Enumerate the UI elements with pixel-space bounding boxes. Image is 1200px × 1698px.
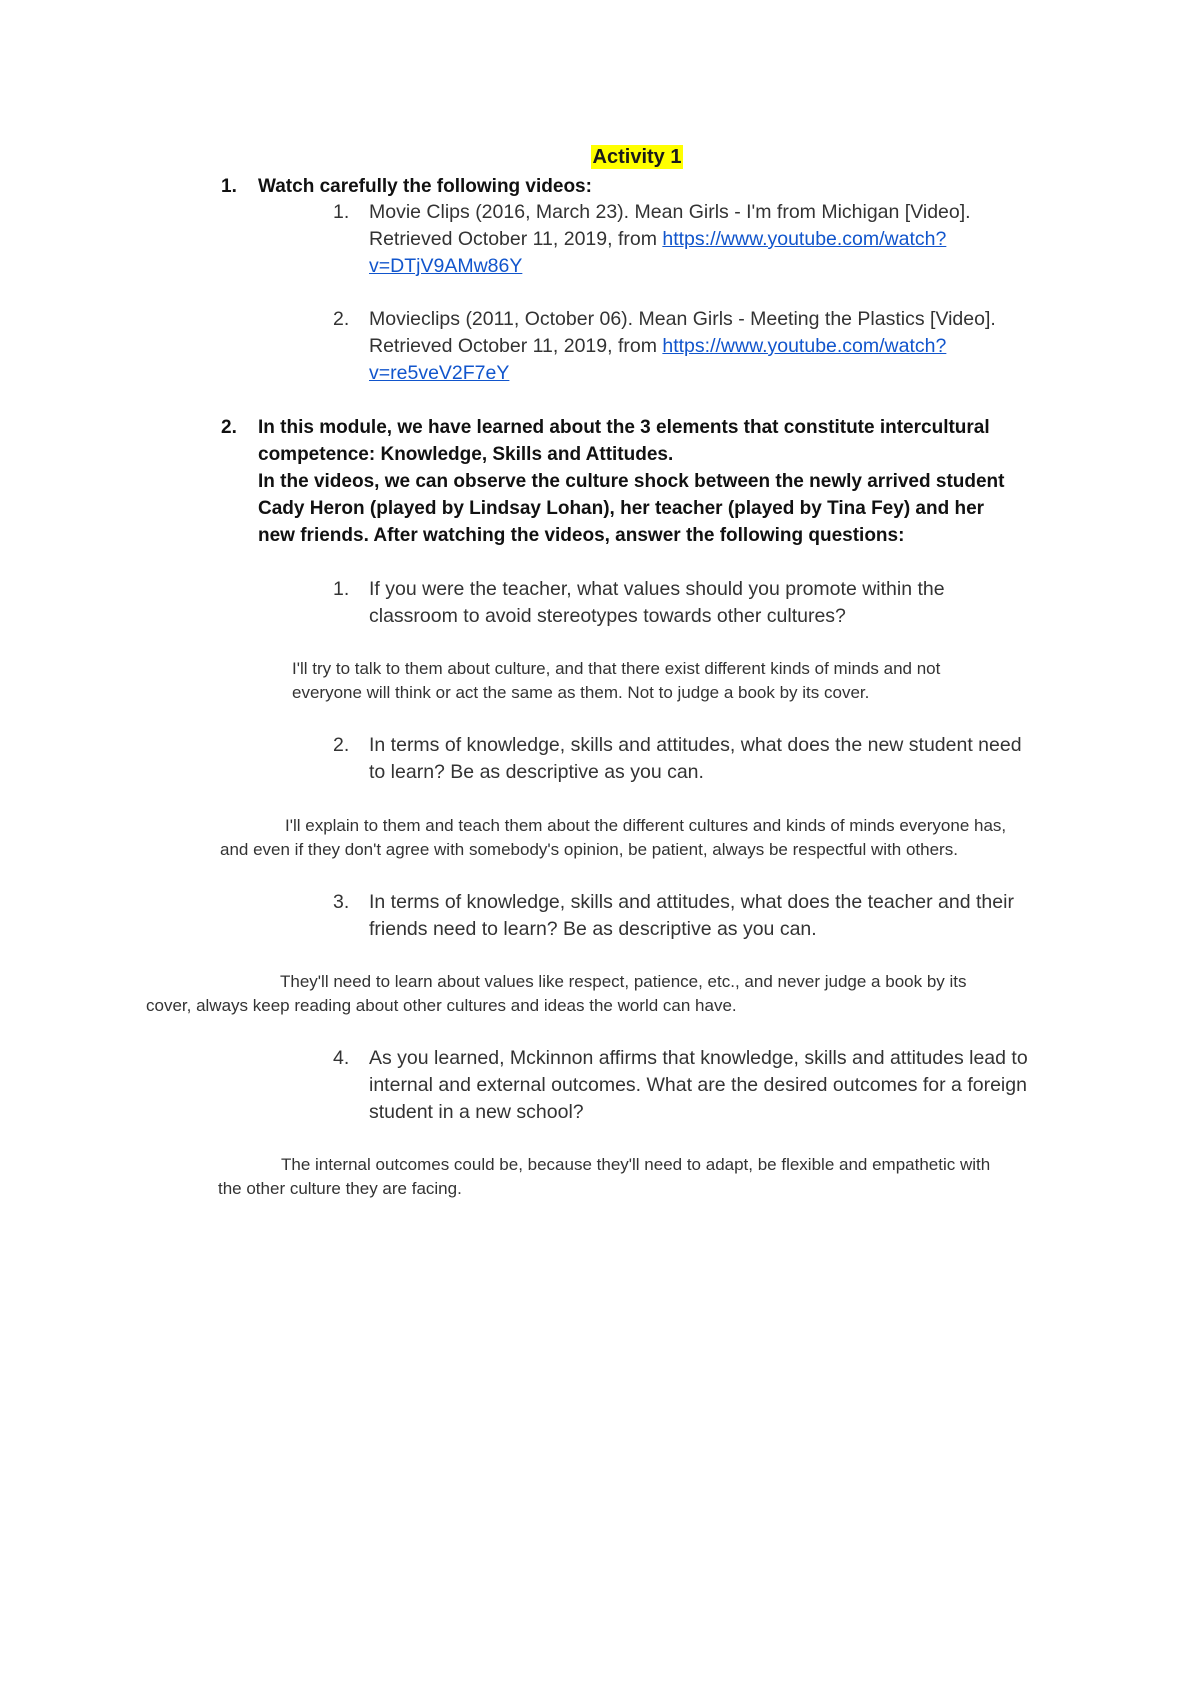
answer2-line1: I'll explain to them and teach them about the different cultures and kinds of minds everyone has, xyxy=(285,816,1007,835)
question4-number: 4. xyxy=(333,1047,350,1069)
answer2-line2: and even if they don't agree with somebody's opinion, be patient, always be respectful with others. xyxy=(220,840,958,859)
question2-line2: to learn? Be as descriptive as you can. xyxy=(369,761,704,783)
question3-line1: In terms of knowledge, skills and attitudes, what does the teacher and their xyxy=(369,891,1014,913)
ref1-line1: Movie Clips (2016, March 23). Mean Girls - I'm from Michigan [Video]. xyxy=(369,201,971,223)
ref1-retrieved: Retrieved October 11, 2019, from xyxy=(369,228,663,250)
answer4-line2: the other culture they are facing. xyxy=(218,1179,462,1198)
ref1-line2 xyxy=(369,226,946,253)
answer4-line1: The internal outcomes could be, because they'll need to adapt, be flexible and empathetic with xyxy=(281,1155,991,1174)
ref2-retrieved: Retrieved October 11, 2019, from xyxy=(369,335,663,357)
ref2-line3 xyxy=(369,360,509,387)
question4-line2: internal and external outcomes. What are the desired outcomes for a foreign xyxy=(369,1074,1027,1096)
section2-line3: In the videos, we can observe the culture shock between the newly arrived student xyxy=(258,471,1005,492)
question3-number: 3. xyxy=(333,891,350,913)
answer3-line2: cover, always keep reading about other cultures and ideas the world can have. xyxy=(146,996,737,1015)
section2-line2: competence: Knowledge, Skills and Attitudes. xyxy=(258,444,674,465)
question1-line1: If you were the teacher, what values should you promote within the xyxy=(369,578,945,600)
answer3-line1: They'll need to learn about values like respect, patience, etc., and never judge a book by its xyxy=(280,972,967,991)
question2-number: 2. xyxy=(333,734,350,756)
question1-line2: classroom to avoid stereotypes towards other cultures? xyxy=(369,605,846,627)
ref1-line3 xyxy=(369,253,522,280)
question4-line3: student in a new school? xyxy=(369,1101,584,1123)
section2-line1: In this module, we have learned about the 3 elements that constitute intercultural xyxy=(258,417,990,438)
page-title: Activity 1 xyxy=(592,146,682,168)
answer1-line2: everyone will think or act the same as them. Not to judge a book by its cover. xyxy=(292,683,870,702)
question3-line2: friends need to learn? Be as descriptive as you can. xyxy=(369,918,817,940)
ref2-link[interactable]: https://www.youtube.com/watch? xyxy=(662,335,947,357)
section1-heading: Watch carefully the following videos: xyxy=(258,176,592,197)
question4-line1: As you learned, Mckinnon affirms that knowledge, skills and attitudes lead to xyxy=(369,1047,1028,1069)
section1-number: 1. xyxy=(221,176,237,197)
question1-number: 1. xyxy=(333,578,350,600)
ref2-link-cont[interactable]: v=re5veV2F7eY xyxy=(369,362,510,384)
section2-line5: new friends. After watching the videos, answer the following questions: xyxy=(258,525,905,546)
section2-number: 2. xyxy=(221,417,237,438)
title-container xyxy=(0,145,1200,169)
ref1-number: 1. xyxy=(333,201,350,223)
ref2-line1: Movieclips (2011, October 06). Mean Girls - Meeting the Plastics [Video]. xyxy=(369,308,996,330)
question2-line1: In terms of knowledge, skills and attitudes, what does the new student need xyxy=(369,734,1022,756)
ref1-link[interactable]: https://www.youtube.com/watch? xyxy=(662,228,947,250)
ref1-link-cont[interactable]: v=DTjV9AMw86Y xyxy=(369,255,523,277)
ref2-line2 xyxy=(369,333,946,360)
section2-line4: Cady Heron (played by Lindsay Lohan), her teacher (played by Tina Fey) and her xyxy=(258,498,985,519)
ref2-number: 2. xyxy=(333,308,350,330)
answer1-line1: I'll try to talk to them about culture, and that there exist different kinds of minds and not xyxy=(292,659,941,678)
